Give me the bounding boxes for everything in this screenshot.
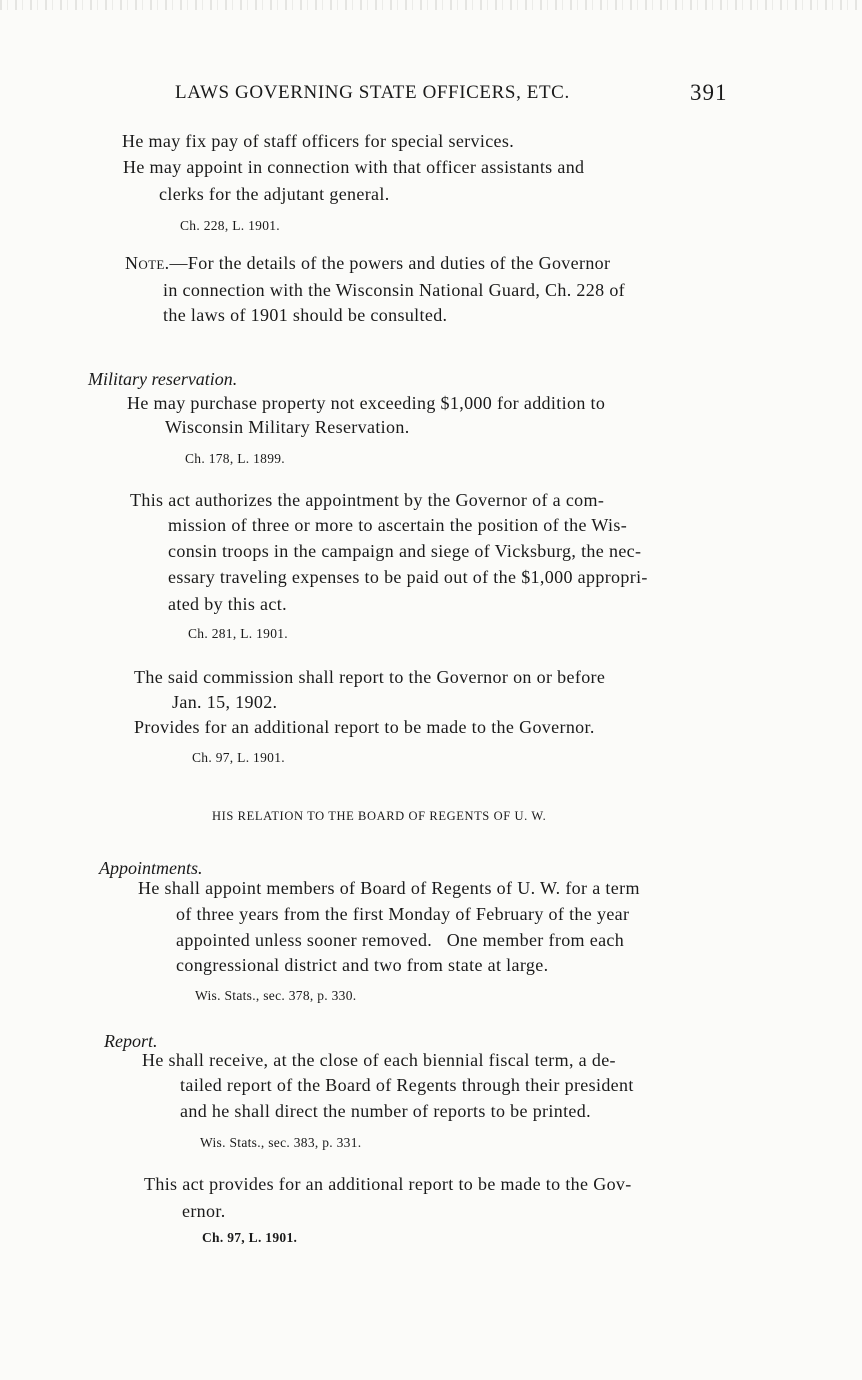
page-number: 391 [690, 80, 728, 105]
text-line: tailed report of the Board of Regents through their president [180, 1075, 634, 1095]
text-line: He shall appoint members of Board of Regents of U. W. for a term [138, 878, 640, 898]
text-line: the laws of 1901 should be consulted. [163, 305, 448, 325]
text-line: The said commission shall report to the Governor on or before [134, 667, 606, 687]
citation: Wis. Stats., sec. 383, p. 331. [200, 1135, 362, 1150]
text-line: ernor. [182, 1201, 226, 1221]
text-line: of three years from the first Monday of February of the year [176, 904, 630, 924]
side-heading-report: Report. [104, 1031, 158, 1051]
text-line: He may purchase property not exceeding $1,000 for addition to [127, 393, 606, 413]
citation: Wis. Stats., sec. 378, p. 330. [195, 988, 357, 1003]
citation: Ch. 178, L. 1899. [185, 451, 285, 466]
text-line: essary traveling expenses to be paid out of the $1,000 appropri- [168, 567, 648, 587]
note-label: Note. [125, 253, 170, 273]
text-line: This act provides for an additional report to be made to the Gov- [144, 1174, 632, 1194]
citation: Ch. 281, L. 1901. [188, 626, 288, 641]
text-line: Provides for an additional report to be made to the Governor. [134, 717, 595, 737]
text-line: mission of three or more to ascertain the position of the Wis- [168, 515, 628, 535]
citation: Ch. 228, L. 1901. [180, 218, 280, 233]
text-line: Jan. 15, 1902. [172, 692, 278, 712]
text-line: This act authorizes the appointment by the Governor of a com- [130, 490, 605, 510]
citation: Ch. 97, L. 1901. [202, 1230, 298, 1245]
text-line: in connection with the Wisconsin National Guard, Ch. 228 of [163, 280, 626, 300]
note-line [125, 253, 610, 274]
text-line: ated by this act. [168, 594, 287, 614]
text-line: congressional district and two from state at large. [176, 955, 549, 975]
running-header: LAWS GOVERNING STATE OFFICERS, ETC. [175, 82, 570, 103]
note-text: —For the details of the powers and duties of the Governor [169, 253, 611, 273]
text-line: He shall receive, at the close of each biennial fiscal term, a de- [142, 1050, 616, 1070]
text-line: consin troops in the campaign and siege of Vicksburg, the nec- [168, 541, 642, 561]
side-heading-appointments: Appointments. [99, 858, 203, 878]
citation: Ch. 97, L. 1901. [192, 750, 285, 765]
text-line: He may appoint in connection with that officer assistants and [123, 157, 585, 177]
text-line: and he shall direct the number of reports to be printed. [180, 1101, 591, 1121]
scan-noise [0, 0, 862, 10]
text-line: appointed unless sooner removed. One member from each [176, 930, 625, 950]
side-heading-military-reservation: Military reservation. [88, 369, 238, 389]
text-line: clerks for the adjutant general. [159, 184, 390, 204]
section-title: HIS RELATION TO THE BOARD OF REGENTS OF U. W. [212, 809, 547, 823]
text-line: Wisconsin Military Reservation. [165, 417, 410, 437]
text-line: He may fix pay of staff officers for special services. [122, 131, 515, 151]
